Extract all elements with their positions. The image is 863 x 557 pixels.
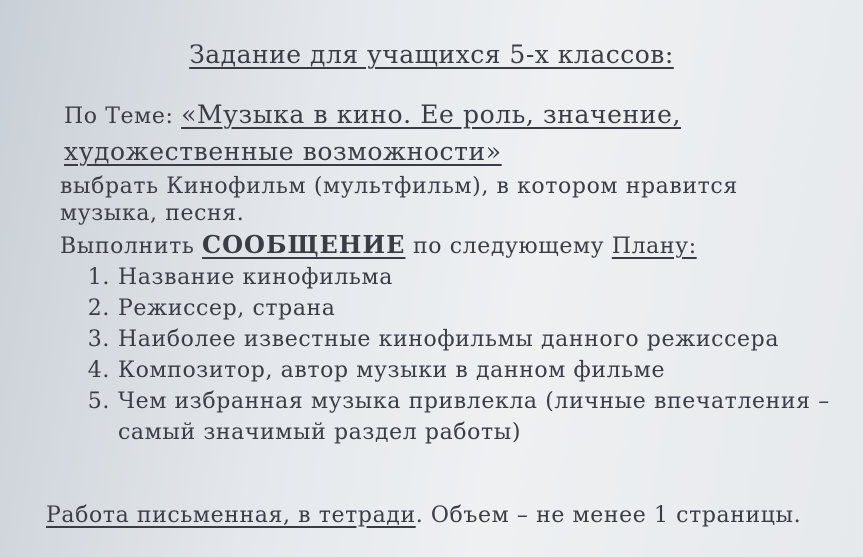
list-item-number: 1. [87, 265, 110, 290]
list-item [76, 324, 830, 355]
list-item-text: Наиболее известные кинофильмы данного режиссера [118, 327, 780, 352]
task-message: СООБЩЕНИЕ [202, 230, 406, 259]
task-middle: по следующему [405, 234, 612, 259]
list-item-number: 2. [87, 296, 110, 321]
footer-underlined: Работа письменная, в тетради [46, 503, 416, 528]
task-prefix: Выполнить [60, 234, 203, 259]
list-item [76, 386, 830, 448]
plan-list [76, 262, 830, 448]
list-item-number: 5. [87, 389, 110, 414]
choose-line-2: музыка, песня. [60, 201, 245, 226]
choose-line-1: выбрать Кинофильм (мультфильм), в котором нравится [60, 174, 738, 199]
topic-prefix: По Теме: [64, 104, 182, 129]
topic-title-part-2: художественные возможности» [64, 137, 502, 166]
list-item [76, 262, 830, 293]
document-title-text: Задание для учащихся 5-х классов: [189, 40, 674, 69]
list-item-text: Режиссер, страна [118, 296, 336, 321]
footer-rest: . Объем – не менее 1 страницы. [415, 503, 802, 528]
list-item-text-continued: самый значимый раздел работы) [118, 420, 522, 445]
list-item-text-block [118, 386, 830, 448]
list-item-text: Чем избранная музыка привлекла (личные впечатления – [118, 389, 830, 414]
list-item [76, 293, 830, 324]
footer-line [46, 503, 801, 528]
task-line [60, 230, 697, 259]
list-item [76, 355, 830, 386]
topic-line-2 [64, 137, 502, 166]
topic-title-part-1: «Музыка в кино. Ее роль, значение, [181, 100, 682, 129]
list-item-text: Композитор, автор музыки в данном фильме [118, 358, 666, 383]
list-item-number: 3. [87, 327, 110, 352]
list-item-text: Название кинофильма [118, 265, 393, 290]
task-plan: Плану: [611, 234, 697, 259]
document-title [0, 40, 863, 69]
list-item-number: 4. [87, 358, 110, 383]
topic-line-1 [64, 100, 681, 129]
